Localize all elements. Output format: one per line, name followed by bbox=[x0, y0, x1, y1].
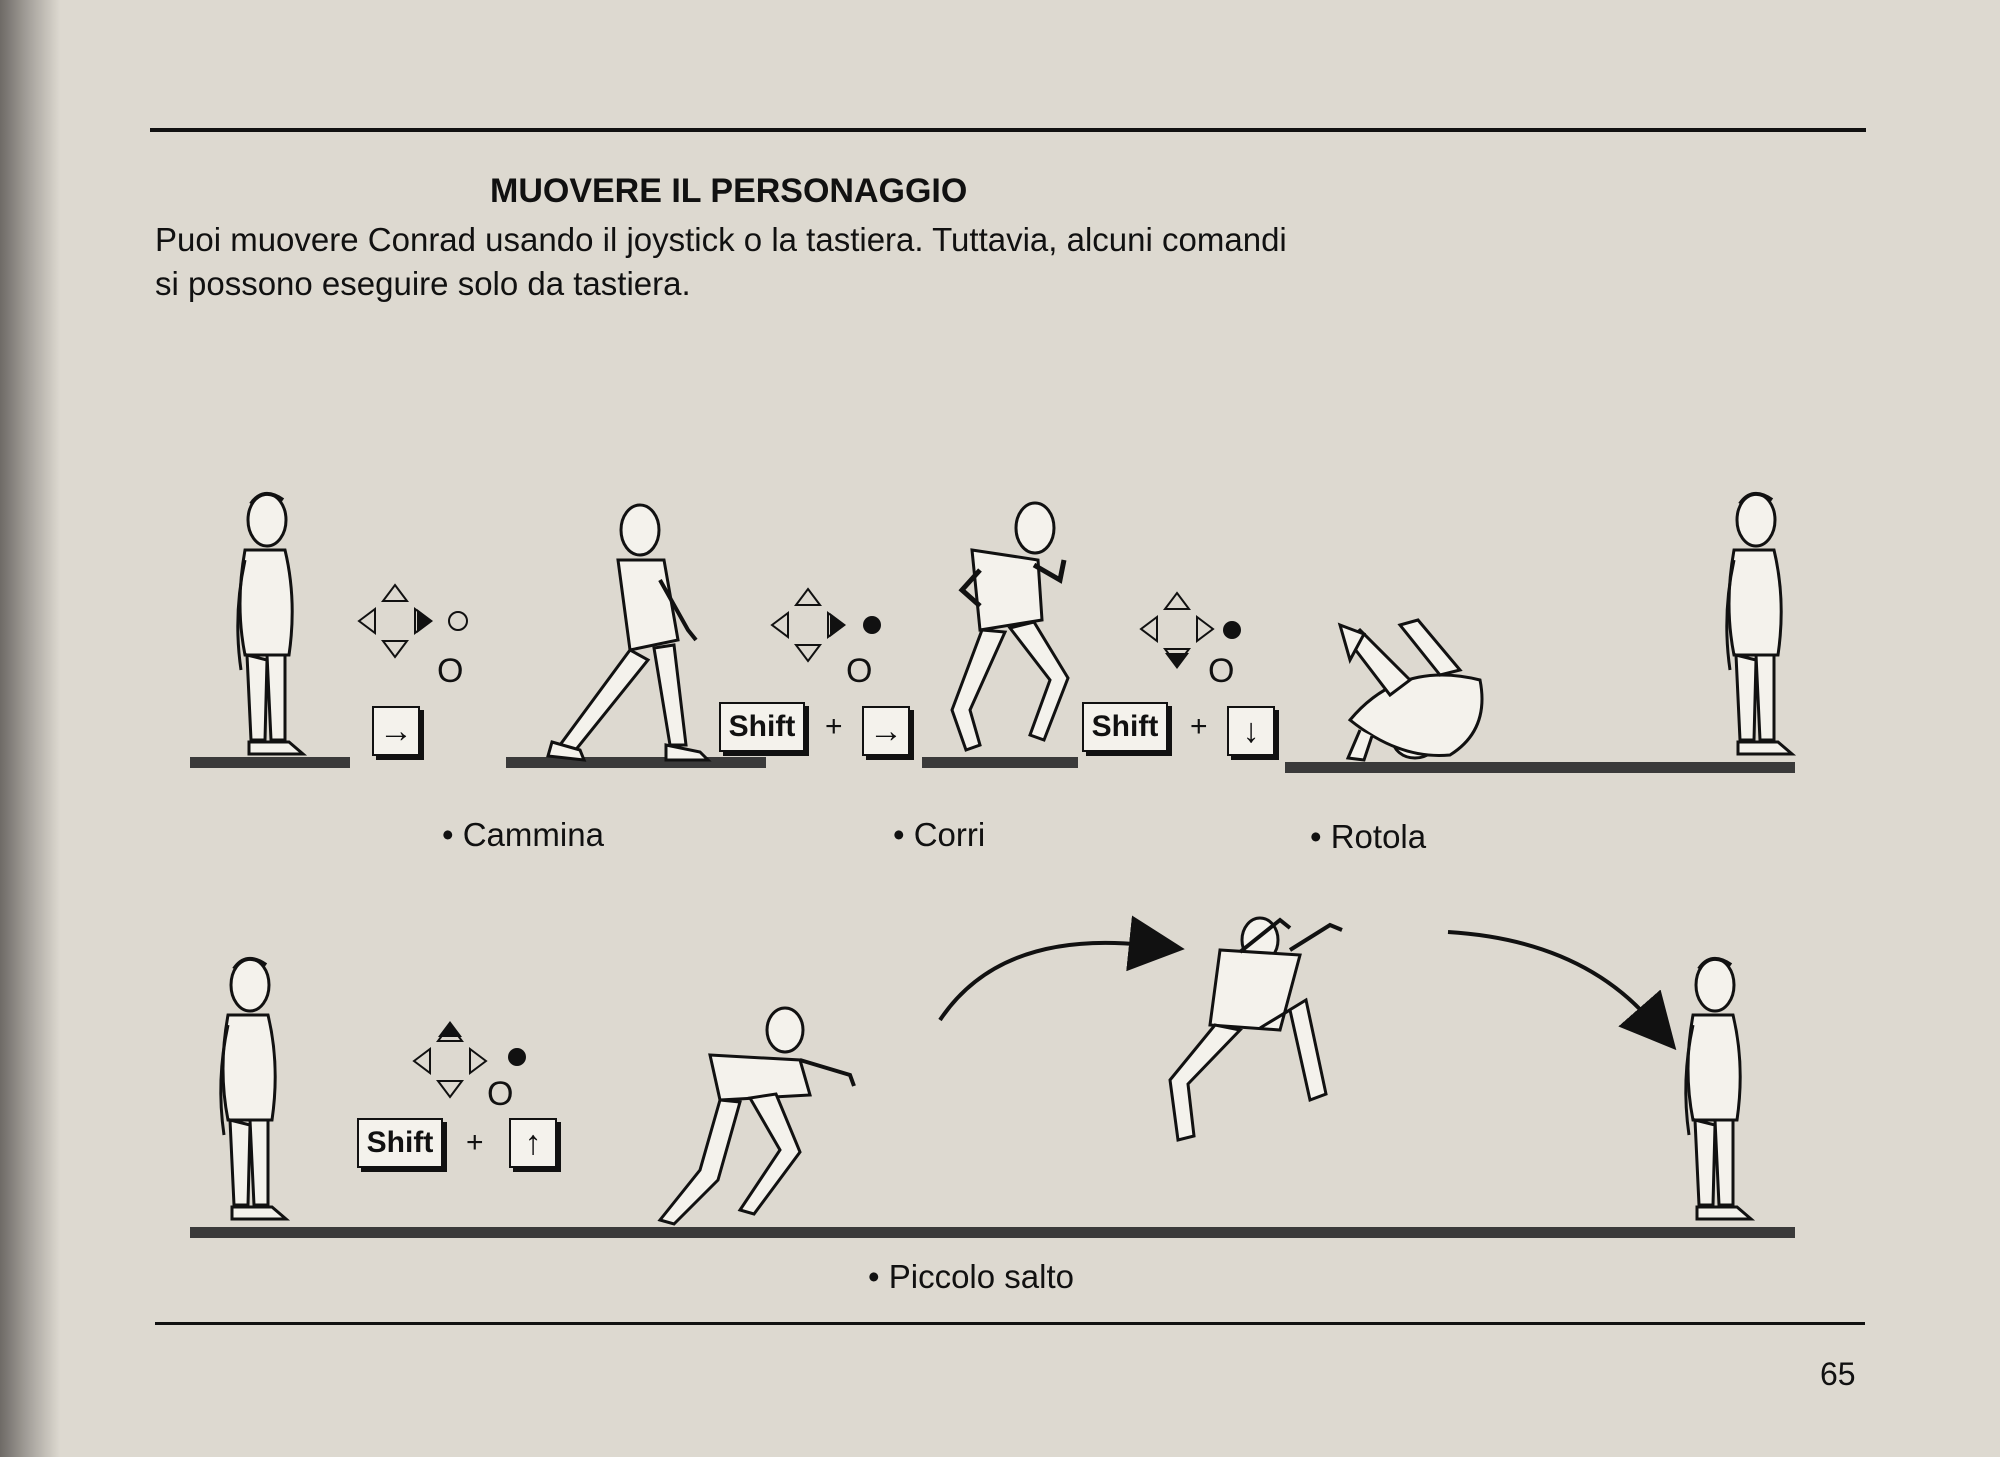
conrad-walking-figure bbox=[548, 505, 708, 760]
caption-piccolo-salto: • Piccolo salto bbox=[868, 1258, 1074, 1295]
joystick-up-active-icon bbox=[438, 1021, 462, 1037]
caption-cammina: • Cammina bbox=[442, 816, 604, 853]
conrad-standing-figure bbox=[1727, 494, 1792, 754]
right-arrow-key: → bbox=[862, 706, 910, 756]
plus-sign: + bbox=[825, 710, 843, 743]
or-label: O bbox=[846, 652, 873, 690]
right-arrow-key: → bbox=[372, 706, 420, 756]
caption-rotola: • Rotola bbox=[1310, 818, 1427, 855]
shift-key: Shift bbox=[357, 1118, 443, 1168]
up-arrow-key: ↑ bbox=[509, 1118, 557, 1168]
jump-arc-arrow-down bbox=[1448, 932, 1650, 1020]
or-label: O bbox=[437, 652, 464, 690]
plus-sign: + bbox=[1190, 710, 1208, 743]
joystick-right-active-icon bbox=[417, 609, 433, 633]
shift-key: Shift bbox=[719, 702, 805, 752]
or-label: O bbox=[1208, 652, 1235, 690]
or-label: O bbox=[487, 1075, 514, 1113]
caption-corri: • Corri bbox=[893, 816, 986, 853]
conrad-running-figure bbox=[952, 503, 1068, 750]
joystick-right-active-icon bbox=[830, 613, 846, 637]
fire-button-pressed-icon bbox=[508, 1048, 526, 1066]
fire-button-pressed-icon bbox=[1223, 621, 1241, 639]
joystick-down-active-icon bbox=[1165, 653, 1189, 669]
page-number: 65 bbox=[1820, 1356, 1856, 1392]
page-title: MUOVERE IL PERSONAGGIO bbox=[490, 172, 968, 210]
down-arrow-key: ↓ bbox=[1227, 706, 1275, 756]
conrad-standing-figure bbox=[221, 959, 286, 1219]
conrad-standing-figure bbox=[238, 494, 303, 754]
conrad-rolling-figure bbox=[1340, 620, 1482, 760]
fire-button-pressed-icon bbox=[863, 616, 881, 634]
jump-arc-arrow-up bbox=[940, 943, 1145, 1020]
conrad-standing-figure bbox=[1686, 959, 1751, 1219]
shift-key: Shift bbox=[1082, 702, 1168, 752]
intro-paragraph: Puoi muovere Conrad usando il joystick o la tastiera. Tuttavia, alcuni comandi si possono eseguire solo da tastiera. bbox=[155, 221, 1287, 302]
plus-sign: + bbox=[466, 1126, 484, 1159]
conrad-jumping-figure bbox=[1170, 918, 1342, 1140]
conrad-crouching-figure bbox=[660, 1008, 854, 1224]
fire-button-released-icon bbox=[449, 612, 467, 630]
